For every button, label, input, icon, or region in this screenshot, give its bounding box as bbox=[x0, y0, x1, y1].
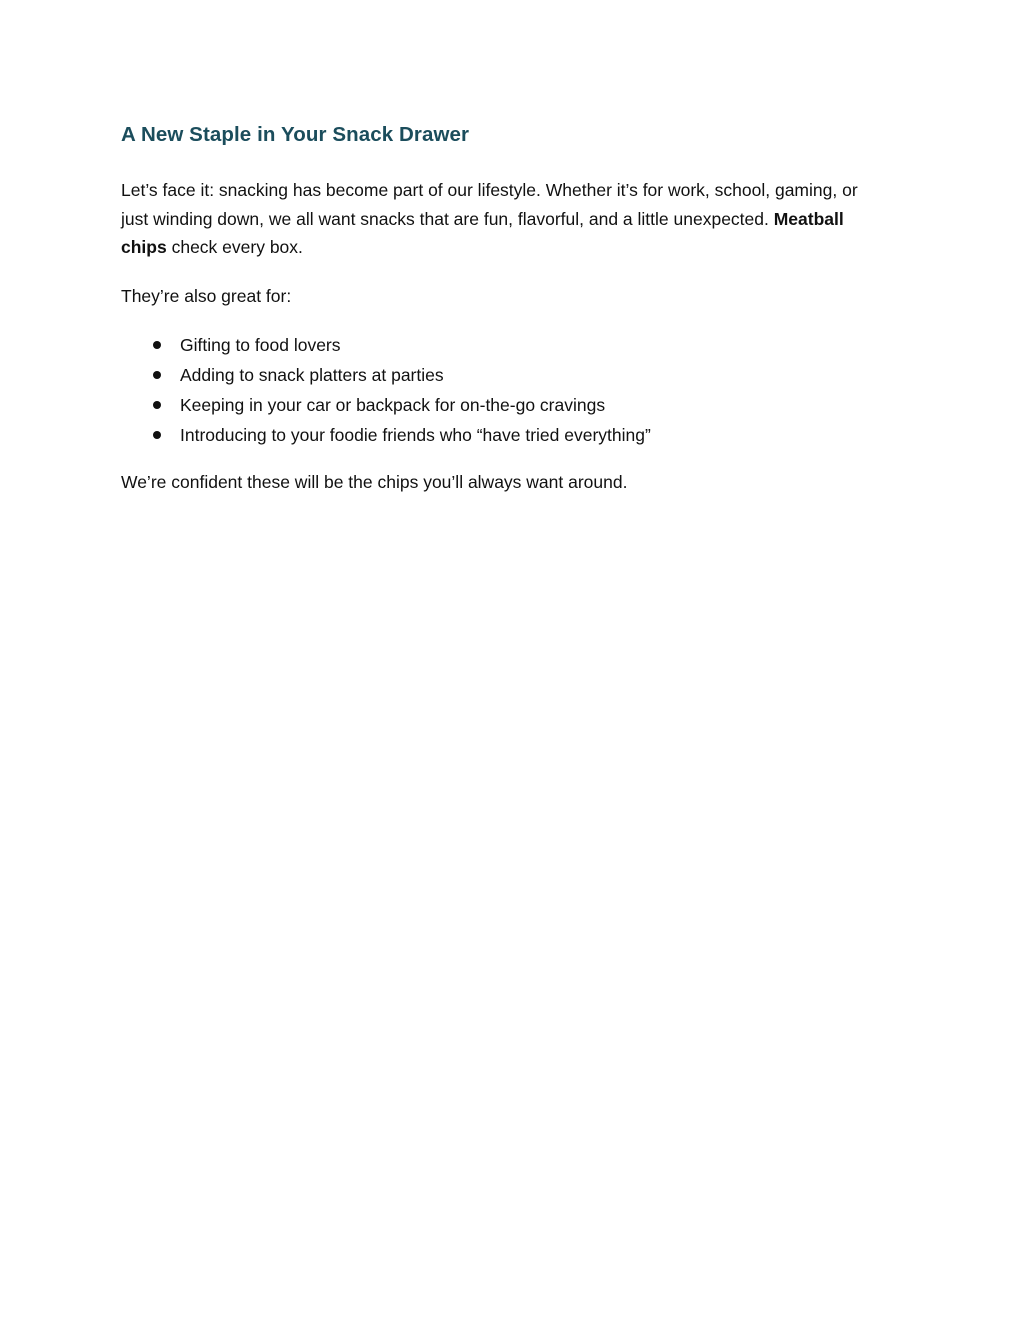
list-item bbox=[121, 330, 881, 360]
intro-bold-text: Meatball chips bbox=[121, 208, 844, 257]
intro-text-before: Let’s face it: snacking has become part of our lifestyle. Whether it’s for work, school, gaming, or just winding down, we all want snacks that are fun, flavorful, and a little unexpected. bbox=[121, 180, 858, 229]
list-item bbox=[121, 360, 881, 390]
closing-paragraph: We’re confident these will be the chips you’ll always want around. bbox=[121, 472, 628, 492]
bullet-list bbox=[121, 330, 881, 450]
list-item bbox=[121, 420, 881, 450]
document-body bbox=[121, 118, 881, 497]
list-item-text: Adding to snack platters at parties bbox=[180, 365, 444, 385]
list-item-text: Introducing to your foodie friends who “have tried everything” bbox=[180, 425, 651, 445]
document-heading: A New Staple in Your Snack Drawer bbox=[121, 123, 470, 146]
list-item-text: Gifting to food lovers bbox=[180, 335, 341, 355]
intro-text-after: check every box. bbox=[166, 237, 303, 257]
intro-paragraph bbox=[121, 176, 881, 262]
list-item bbox=[121, 390, 881, 420]
bullet-icon bbox=[153, 341, 161, 349]
bullet-icon bbox=[153, 401, 161, 409]
bullet-icon bbox=[153, 371, 161, 379]
list-item-text: Keeping in your car or backpack for on-the-go cravings bbox=[180, 395, 606, 415]
list-lead-paragraph: They’re also great for: bbox=[121, 285, 292, 306]
bullet-icon bbox=[153, 431, 161, 439]
